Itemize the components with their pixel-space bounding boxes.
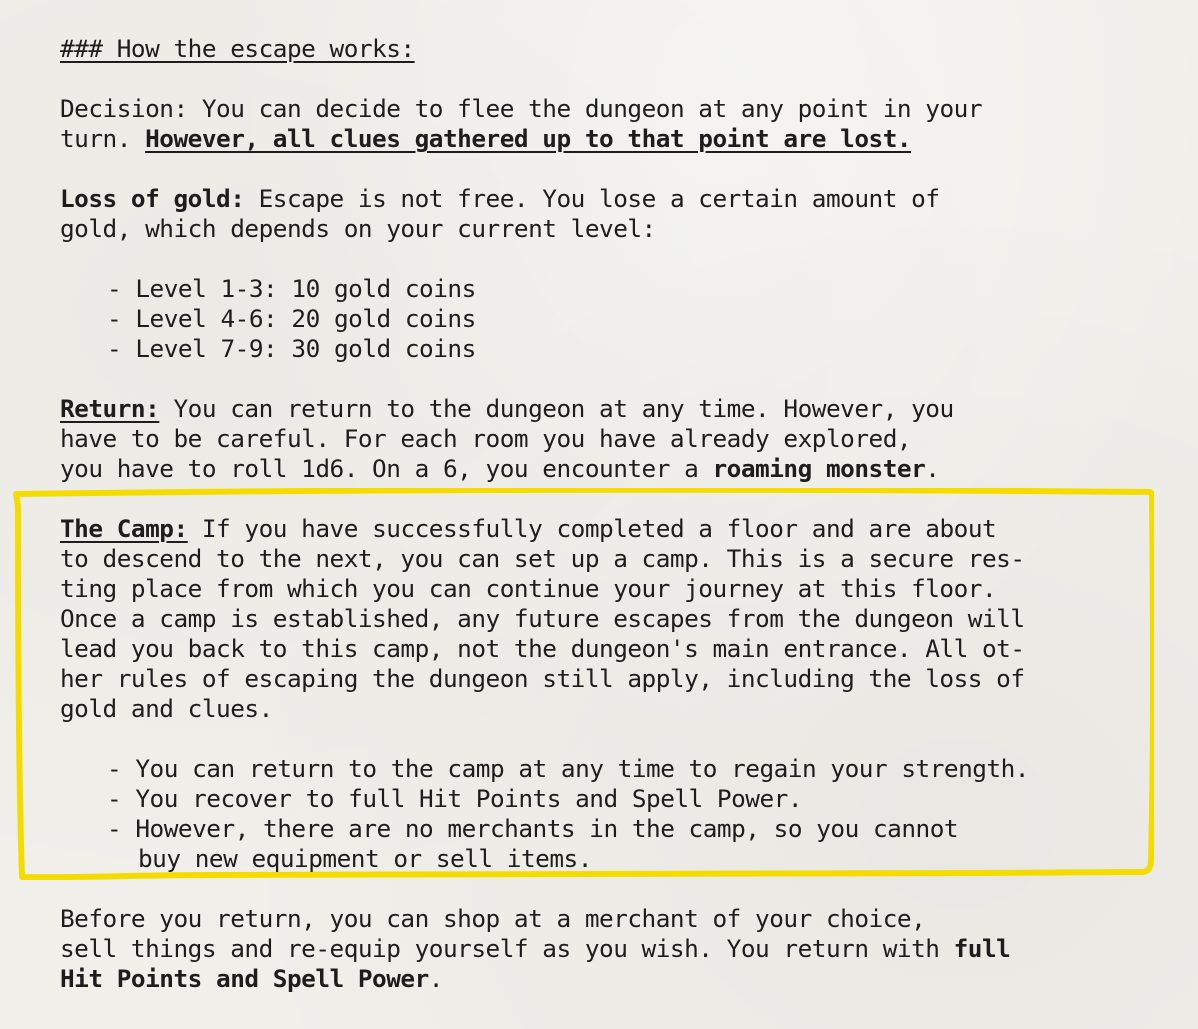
- camp-bullet: - You can return to the camp at any time to regain your strength.: [107, 754, 1029, 783]
- before-line-2: [60, 934, 1160, 964]
- return-line-1: [60, 394, 1160, 424]
- before-text-2: sell things and re-equip yourself as you wish. You return with: [60, 934, 954, 963]
- before-line-3: [60, 964, 1160, 994]
- decision-text-2: turn.: [60, 124, 146, 153]
- gold-line-2: gold, which depends on your current level:: [60, 214, 656, 243]
- before-bold-hp: Hit Points and Spell Power: [60, 964, 429, 993]
- return-text-3-end: .: [925, 454, 940, 483]
- camp-line: her rules of escaping the dungeon still apply, including the loss of: [60, 664, 1025, 693]
- decision-warning: However, all clues gathered up to that point are lost.: [145, 124, 912, 153]
- return-label: Return:: [60, 394, 160, 423]
- before-text-3-end: .: [428, 964, 443, 993]
- gold-level-item: - Level 7-9: 30 gold coins: [107, 334, 476, 363]
- camp-line: gold and clues.: [60, 694, 273, 723]
- document: [60, 34, 1160, 994]
- decision-text-1: You can decide to flee the dungeon at any point in your: [187, 94, 982, 123]
- gold-line-1: [60, 184, 1160, 214]
- decision-line-2: [60, 124, 1160, 154]
- roaming-monster-text: roaming monster: [712, 454, 926, 483]
- camp-bullet: - You recover to full Hit Points and Spell Power.: [107, 784, 803, 813]
- before-line-1: Before you return, you can shop at a merchant of your choice,: [60, 904, 926, 933]
- decision-label: Decision:: [60, 94, 188, 123]
- return-text-1: You can return to the dungeon at any time. However, you: [159, 394, 954, 423]
- gold-level-item: - Level 1-3: 10 gold coins: [107, 274, 476, 303]
- camp-line: Once a camp is established, any future escapes from the dungeon will: [60, 604, 1025, 633]
- camp-line: ting place from which you can continue your journey at this floor.: [60, 574, 997, 603]
- return-line-2: have to be careful. For each room you have already explored,: [60, 424, 912, 453]
- camp-label: The Camp:: [60, 514, 188, 543]
- camp-bullet: - However, there are no merchants in the camp, so you cannot: [107, 814, 959, 843]
- camp-line-1: [60, 514, 1160, 544]
- camp-line: to descend to the next, you can set up a camp. This is a secure res-: [60, 544, 1025, 573]
- gold-level-item: - Level 4-6: 20 gold coins: [107, 304, 476, 333]
- section-heading: ### How the escape works:: [60, 34, 415, 63]
- camp-bullet-continuation: buy new equipment or sell items.: [138, 844, 592, 873]
- decision-line-1: [60, 94, 1160, 124]
- before-bold-full: full: [953, 934, 1011, 963]
- return-line-3: [60, 454, 1160, 484]
- camp-line: lead you back to this camp, not the dungeon's main entrance. All ot-: [60, 634, 1025, 663]
- gold-label: Loss of gold:: [60, 184, 245, 213]
- gold-text-1: Escape is not free. You lose a certain amount of: [244, 184, 940, 213]
- camp-text-1: If you have successfully completed a floor and are about: [187, 514, 997, 543]
- return-text-3: you have to roll 1d6. On a 6, you encounter a: [60, 454, 713, 483]
